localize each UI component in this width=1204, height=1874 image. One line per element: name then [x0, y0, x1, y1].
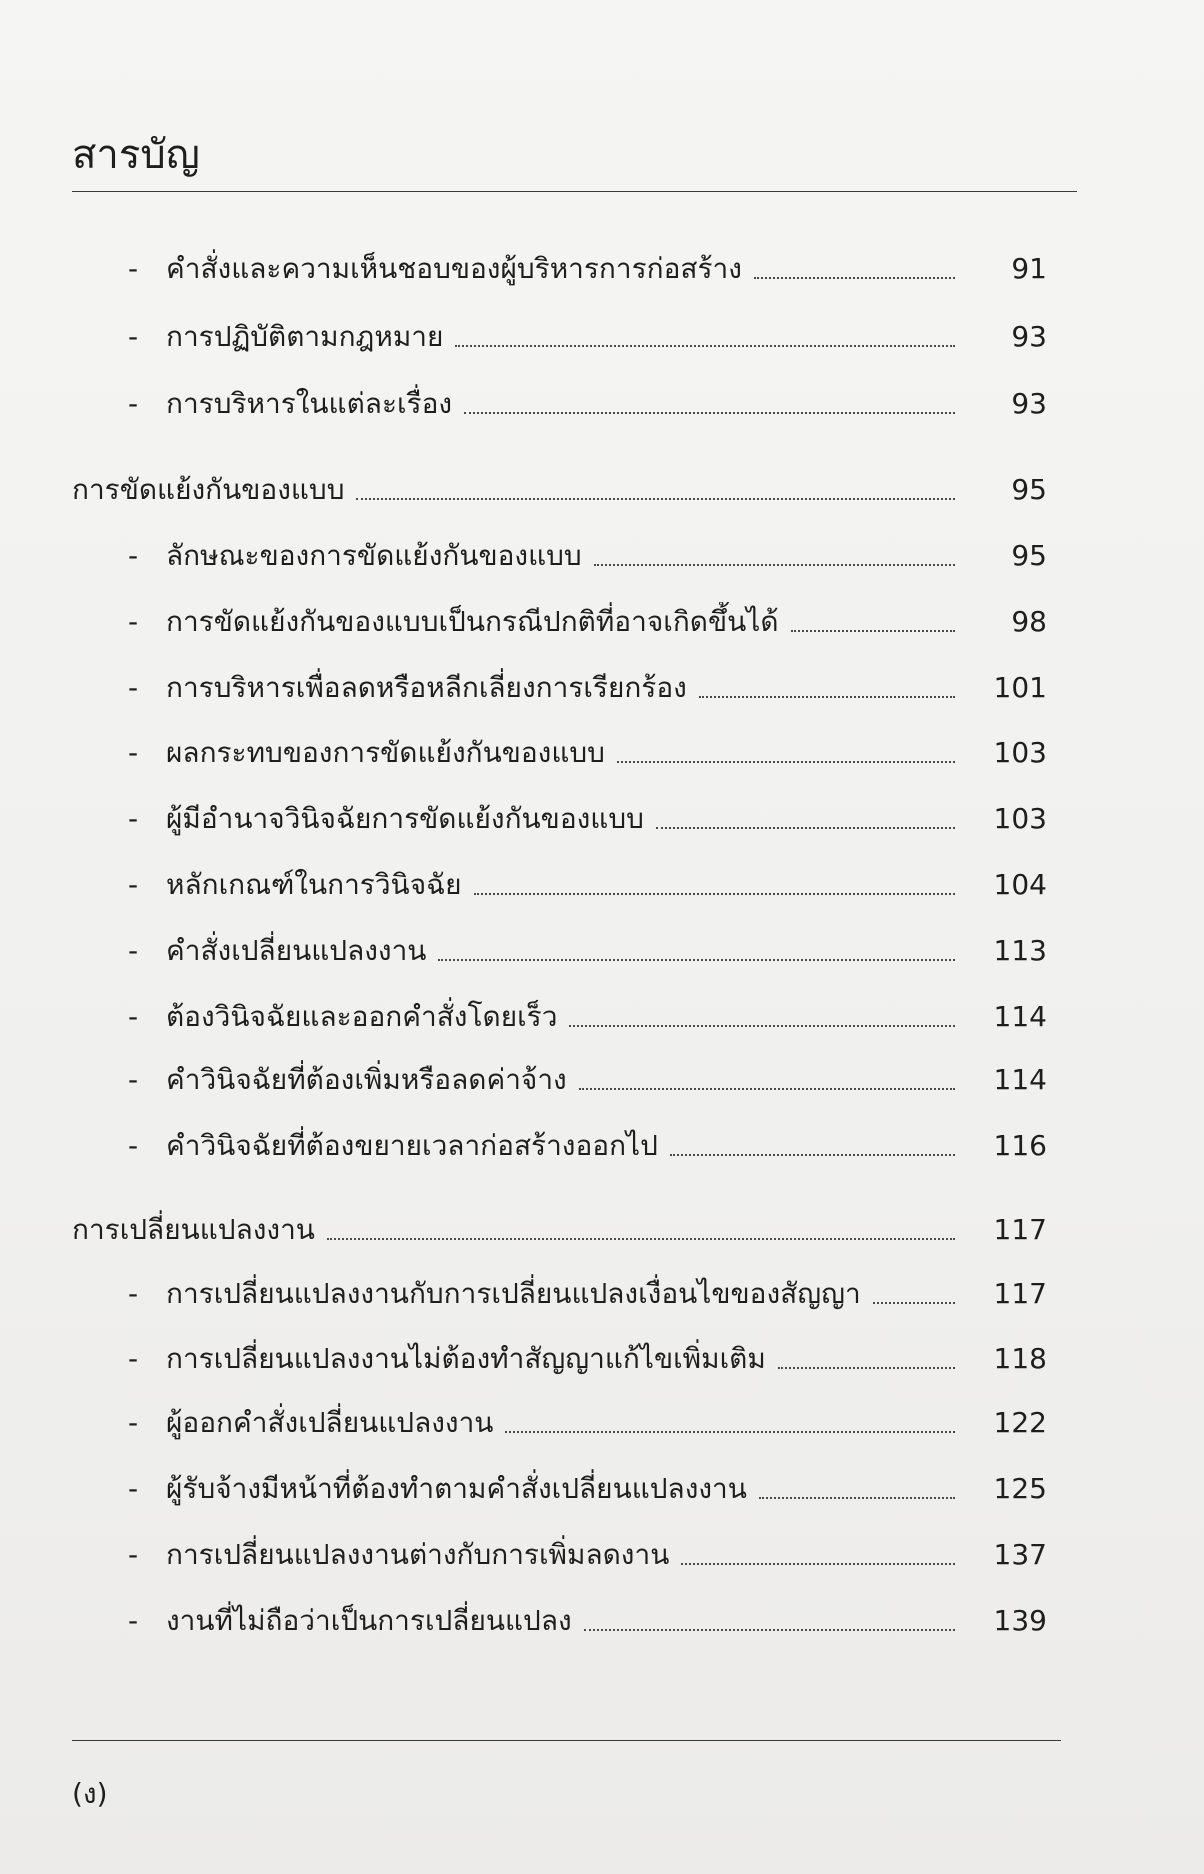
entry-dash: - [128, 1604, 139, 1637]
dot-leader [455, 345, 955, 347]
dot-leader [464, 412, 955, 414]
entry-dash: - [128, 736, 139, 769]
toc-entry [128, 536, 1047, 576]
dot-leader [505, 1431, 955, 1433]
entry-page-number: 101 [993, 671, 1047, 704]
entry-title: คำสั่งเปลี่ยนแปลงงาน [166, 934, 427, 967]
toc-section-heading [72, 470, 1047, 510]
dot-leader [791, 630, 956, 632]
dot-leader [579, 1088, 955, 1090]
toc-entry [128, 384, 1047, 424]
header-divider [72, 191, 1077, 192]
toc-entry [128, 1060, 1047, 1100]
entry-dash: - [128, 320, 139, 353]
section-page-number: 117 [993, 1213, 1047, 1246]
dot-leader [754, 277, 955, 279]
toc-entry [128, 249, 1047, 289]
dot-leader [699, 696, 955, 698]
entry-title: ลักษณะของการขัดแย้งกันของแบบ [166, 539, 582, 572]
entry-title: การปฏิบัติตามกฎหมาย [166, 320, 444, 353]
entry-page-number: 104 [993, 868, 1047, 901]
entry-dash: - [128, 1129, 139, 1162]
entry-title: งานที่ไม่ถือว่าเป็นการเปลี่ยนแปลง [166, 1604, 572, 1637]
toc-entry [128, 733, 1047, 773]
entry-dash: - [128, 934, 139, 967]
dot-leader [670, 1154, 955, 1156]
dot-leader [778, 1367, 955, 1369]
page-folio: (ง) [72, 1777, 108, 1810]
entry-dash: - [128, 1406, 139, 1439]
section-title: การขัดแย้งกันของแบบ [72, 473, 345, 506]
entry-title: หลักเกณฑ์ในการวินิจฉัย [166, 868, 462, 901]
entry-title: การเปลี่ยนแปลงงานกับการเปลี่ยนแปลงเงื่อนไขของสัญญา [166, 1277, 861, 1310]
entry-dash: - [128, 252, 139, 285]
dot-leader [356, 498, 955, 500]
toc-entry [128, 317, 1047, 357]
entry-page-number: 93 [1011, 387, 1047, 420]
dot-leader [759, 1497, 955, 1499]
entry-page-number: 95 [1011, 539, 1047, 572]
entry-page-number: 122 [993, 1406, 1047, 1439]
entry-dash: - [128, 605, 139, 638]
toc-entry [128, 1469, 1047, 1509]
entry-dash: - [128, 387, 139, 420]
dot-leader [656, 827, 955, 829]
entry-page-number: 98 [1011, 605, 1047, 638]
toc-entry [128, 799, 1047, 839]
section-title: การเปลี่ยนแปลงงาน [72, 1213, 315, 1246]
page-title: สารบัญ [72, 132, 200, 178]
entry-dash: - [128, 1277, 139, 1310]
toc-entry [128, 1126, 1047, 1166]
dot-leader [327, 1238, 955, 1240]
entry-dash: - [128, 1538, 139, 1571]
dot-leader [474, 893, 955, 895]
dot-leader [569, 1025, 955, 1027]
entry-page-number: 117 [993, 1277, 1047, 1310]
entry-page-number: 114 [993, 1000, 1047, 1033]
entry-dash: - [128, 671, 139, 704]
dot-leader [617, 761, 955, 763]
entry-page-number: 114 [993, 1063, 1047, 1096]
entry-page-number: 113 [993, 934, 1047, 967]
entry-dash: - [128, 1000, 139, 1033]
footer-divider [72, 1740, 1061, 1741]
toc-entry [128, 1601, 1047, 1641]
entry-dash: - [128, 539, 139, 572]
toc-entry [128, 865, 1047, 905]
section-page-number: 95 [1011, 473, 1047, 506]
entry-dash: - [128, 1063, 139, 1096]
entry-dash: - [128, 1472, 139, 1505]
entry-dash: - [128, 1342, 139, 1375]
entry-title: การเปลี่ยนแปลงงานต่างกับการเพิ่มลดงาน [166, 1538, 670, 1571]
entry-page-number: 118 [993, 1342, 1047, 1375]
entry-page-number: 103 [993, 736, 1047, 769]
entry-page-number: 137 [993, 1538, 1047, 1571]
toc-entry [128, 1339, 1047, 1379]
entry-page-number: 91 [1011, 252, 1047, 285]
dot-leader [584, 1629, 955, 1631]
entry-page-number: 116 [993, 1129, 1047, 1162]
toc-entry [128, 931, 1047, 971]
entry-dash: - [128, 868, 139, 901]
entry-dash: - [128, 802, 139, 835]
dot-leader [681, 1563, 955, 1565]
dot-leader [873, 1302, 955, 1304]
entry-title: คำสั่งและความเห็นชอบของผู้บริหารการก่อสร้าง [166, 252, 742, 285]
toc-entry [128, 1535, 1047, 1575]
entry-title: การบริหารในแต่ละเรื่อง [166, 387, 453, 420]
dot-leader [594, 564, 955, 566]
entry-page-number: 103 [993, 802, 1047, 835]
entry-page-number: 139 [993, 1604, 1047, 1637]
entry-title: ผลกระทบของการขัดแย้งกันของแบบ [166, 736, 605, 769]
toc-entry [128, 1403, 1047, 1443]
toc-entry [128, 668, 1047, 708]
dot-leader [438, 959, 955, 961]
entry-title: ผู้ออกคำสั่งเปลี่ยนแปลงงาน [166, 1406, 494, 1439]
entry-title: คำวินิจฉัยที่ต้องเพิ่มหรือลดค่าจ้าง [166, 1063, 567, 1096]
entry-page-number: 125 [993, 1472, 1047, 1505]
entry-title: ผู้รับจ้างมีหน้าที่ต้องทำตามคำสั่งเปลี่ยนแปลงงาน [166, 1472, 747, 1505]
entry-title: การบริหารเพื่อลดหรือหลีกเลี่ยงการเรียกร้อง [166, 671, 687, 704]
entry-title: ต้องวินิจฉัยและออกคำสั่งโดยเร็ว [166, 1000, 558, 1033]
entry-title: คำวินิจฉัยที่ต้องขยายเวลาก่อสร้างออกไป [166, 1129, 658, 1162]
toc-entry [128, 1274, 1047, 1314]
entry-title: การขัดแย้งกันของแบบเป็นกรณีปกติที่อาจเกิดขึ้นได้ [166, 605, 779, 638]
entry-title: ผู้มีอำนาจวินิจฉัยการขัดแย้งกันของแบบ [166, 802, 644, 835]
entry-page-number: 93 [1011, 320, 1047, 353]
toc-section-heading [72, 1210, 1047, 1250]
toc-entry [128, 602, 1047, 642]
toc-entry [128, 997, 1047, 1037]
entry-title: การเปลี่ยนแปลงงานไม่ต้องทำสัญญาแก้ไขเพิ่มเติม [166, 1342, 766, 1375]
